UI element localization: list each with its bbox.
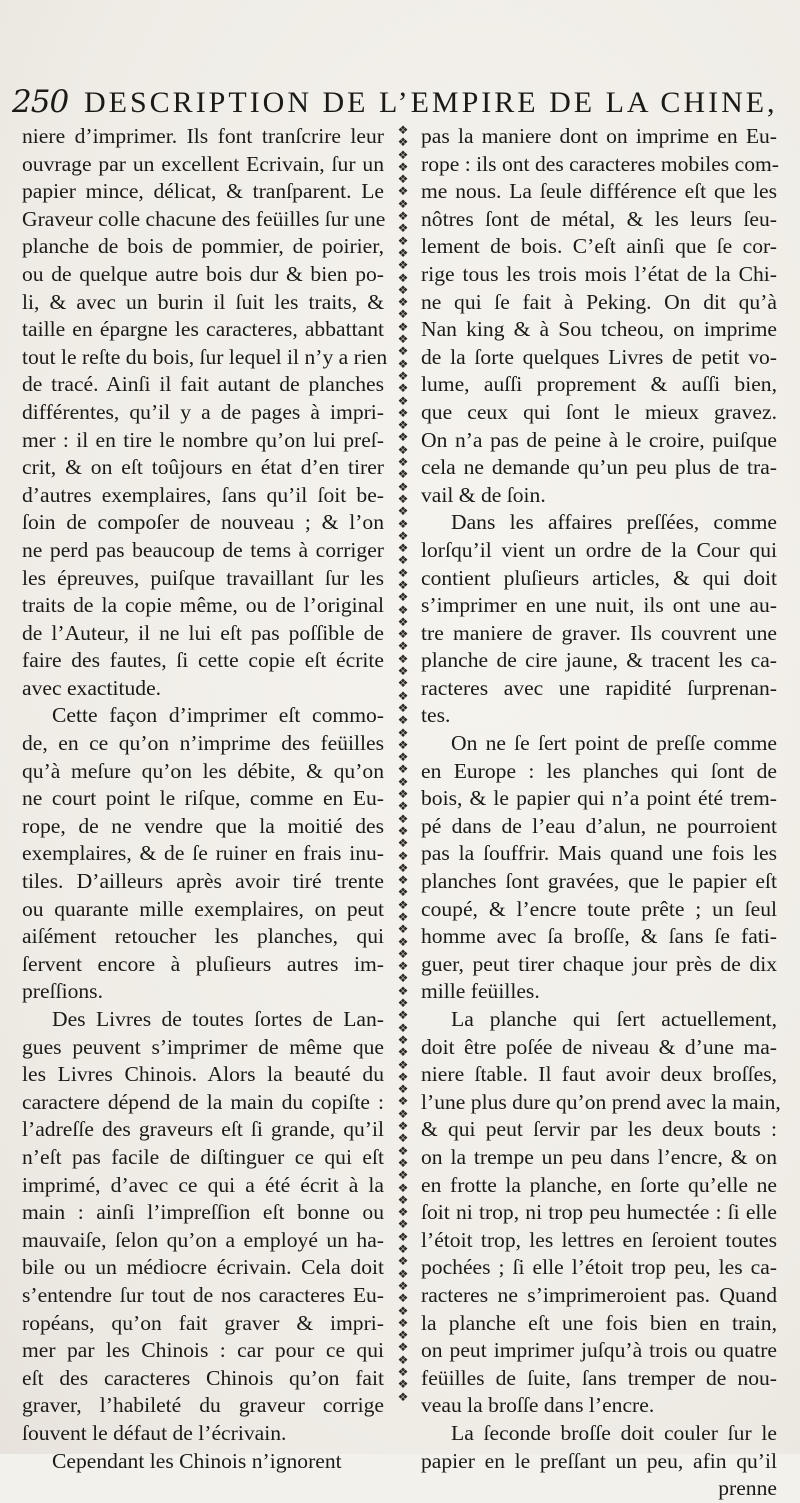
text-line: faire des fautes, ſi cette copie eſt écrite bbox=[22, 648, 384, 673]
text-line: guer, peut tirer chaque jour près de dix bbox=[421, 951, 777, 976]
text-line: pé dans de l’eau d’alun, ne pourroient bbox=[421, 813, 777, 838]
fleuron-ornament-icon: ❖ bbox=[397, 1242, 409, 1257]
fleuron-ornament-icon: ❖ bbox=[397, 737, 409, 752]
fleuron-ornament-icon: ❖ bbox=[397, 627, 409, 642]
fleuron-ornament-icon: ❖ bbox=[397, 221, 409, 236]
text-line: l’une plus dure qu’on prend avec la main, bbox=[421, 1089, 781, 1114]
left-text-column bbox=[22, 123, 388, 1475]
text-line: lorſqu’il vient un ordre de la Cour qui bbox=[421, 537, 777, 562]
text-line: gues peuvent s’imprimer de même que bbox=[22, 1034, 384, 1059]
text-line: aiſément retoucher les planches, qui bbox=[22, 924, 384, 949]
text-line: ne court point le riſque, comme en Eu- bbox=[22, 786, 384, 811]
text-line: lume, auſſi proprement & auſſi bien, bbox=[421, 372, 777, 397]
fleuron-ornament-icon: ❖ bbox=[397, 467, 409, 482]
text-line: li, & avec un burin il ſuit les traits, & bbox=[22, 289, 384, 314]
text-line: ne qui ſe fait à Peking. On dit qu’à bbox=[421, 289, 777, 314]
text-line: pas la ſouffrir. Mais quand une fois les bbox=[421, 841, 777, 866]
fleuron-ornament-icon: ❖ bbox=[397, 1045, 409, 1060]
text-line: planche de bois de pommier, de poirier, bbox=[22, 234, 384, 259]
fleuron-ornament-icon: ❖ bbox=[397, 614, 409, 629]
fleuron-ornament-icon: ❖ bbox=[397, 1094, 409, 1109]
text-line: taille en épargne les caracteres, abbattant bbox=[22, 317, 384, 342]
fleuron-ornament-icon: ❖ bbox=[397, 245, 409, 260]
text-line: pas la maniere dont on imprime en Eu- bbox=[421, 124, 777, 148]
text-line: vail & de ſoin. bbox=[421, 482, 546, 507]
fleuron-ornament-icon: ❖ bbox=[397, 1340, 409, 1355]
page-number: 250 bbox=[12, 84, 69, 120]
fleuron-ornament-icon: ❖ bbox=[397, 639, 409, 654]
fleuron-ornament-icon: ❖ bbox=[397, 1266, 409, 1281]
text-line: eſt des caracteres Chinois qu’on fait bbox=[22, 1365, 384, 1390]
text-line: crit, & on eſt toûjours en état d’en tirer bbox=[22, 455, 384, 480]
fleuron-ornament-icon: ❖ bbox=[397, 344, 409, 359]
fleuron-ornament-icon: ❖ bbox=[397, 1008, 409, 1023]
fleuron-ornament-icon: ❖ bbox=[397, 577, 409, 592]
text-line: l’adreſſe des graveurs eſt ſi grande, qu’il bbox=[22, 1117, 384, 1142]
fleuron-ornament-icon: ❖ bbox=[397, 1020, 409, 1035]
fleuron-ornament-icon: ❖ bbox=[397, 1352, 409, 1367]
text-line: s’entendre ſur tout de nos caracteres Eu- bbox=[22, 1282, 384, 1307]
text-line: exemplaires, & de ſe ruiner en frais inu- bbox=[22, 841, 384, 866]
text-line: main : ainſi l’impreſſion eſt bonne ou bbox=[22, 1200, 384, 1225]
text-line: les Livres Chinois. Alors la beauté du bbox=[22, 1062, 384, 1087]
fleuron-ornament-icon: ❖ bbox=[397, 1303, 409, 1318]
fleuron-ornament-icon: ❖ bbox=[397, 196, 409, 211]
text-line: ſoit ni trop, ni trop peu humectée : ſi elle bbox=[421, 1200, 777, 1225]
fleuron-ornament-icon: ❖ bbox=[397, 1082, 409, 1097]
text-line: homme avec ſa broſſe, & ſans ſe fati- bbox=[421, 924, 777, 949]
text-line: ou de quelque autre bois dur & bien po- bbox=[22, 261, 384, 286]
text-line: bois, & le papier qui n’a point été trem- bbox=[421, 786, 777, 811]
fleuron-ornament-icon: ❖ bbox=[397, 836, 409, 851]
text-line: qu’à meſure qu’on les débite, & qu’on bbox=[22, 758, 384, 783]
fleuron-ornament-icon: ❖ bbox=[397, 1278, 409, 1293]
text-line: planche de cire jaune, & tracent les ca- bbox=[421, 648, 777, 673]
fleuron-ornament-icon: ❖ bbox=[397, 368, 409, 383]
fleuron-ornament-icon: ❖ bbox=[397, 860, 409, 875]
text-line: mer par les Chinois : car pour ce qui bbox=[22, 1338, 384, 1363]
fleuron-ornament-icon: ❖ bbox=[397, 1364, 409, 1379]
text-line: mille feüilles. bbox=[421, 979, 540, 1004]
fleuron-ornament-icon: ❖ bbox=[397, 946, 409, 961]
text-line: La ſeconde broſſe doit couler ſur le bbox=[451, 1420, 777, 1445]
fleuron-ornament-icon: ❖ bbox=[397, 528, 409, 543]
fleuron-ornament-icon: ❖ bbox=[397, 1131, 409, 1146]
fleuron-ornament-icon: ❖ bbox=[397, 1389, 409, 1404]
fleuron-ornament-icon: ❖ bbox=[397, 381, 409, 396]
text-line: s’imprimer en une nuit, ils ont une au- bbox=[421, 593, 777, 618]
fleuron-ornament-icon: ❖ bbox=[397, 319, 409, 334]
fleuron-ornament-icon: ❖ bbox=[397, 713, 409, 728]
fleuron-ornament-icon: ❖ bbox=[397, 442, 409, 457]
text-line: rige tous les trois mois l’état de la Chi- bbox=[421, 261, 777, 286]
fleuron-ornament-icon: ❖ bbox=[397, 393, 409, 408]
text-line: pochées ; ſi elle l’étoit trop peu, les ca- bbox=[421, 1255, 777, 1280]
fleuron-ornament-icon: ❖ bbox=[397, 725, 409, 740]
fleuron-ornament-icon: ❖ bbox=[397, 1143, 409, 1158]
text-line: traits de la copie même, ou de l’original bbox=[22, 593, 384, 618]
text-line: Dans les affaires preſſées, comme bbox=[451, 510, 777, 535]
text-line: avec exactitude. bbox=[22, 675, 162, 700]
text-line: caractere dépend de la main du copiſte : bbox=[22, 1089, 384, 1114]
fleuron-ornament-icon: ❖ bbox=[397, 282, 409, 297]
text-line: racteres ne s’imprimeroient pas. Quand bbox=[421, 1282, 777, 1307]
text-line: tout le reſte du bois, ſur lequel il n’y a rien bbox=[22, 344, 388, 369]
fleuron-ornament-icon: ❖ bbox=[397, 910, 409, 924]
fleuron-ornament-icon: ❖ bbox=[397, 295, 409, 310]
fleuron-ornament-icon: ❖ bbox=[397, 1205, 409, 1220]
text-line: mer : il en tire le nombre qu’on lui preſ- bbox=[22, 427, 384, 452]
fleuron-ornament-icon: ❖ bbox=[397, 1377, 409, 1392]
fleuron-ornament-icon: ❖ bbox=[397, 774, 409, 789]
text-line: mauvaiſe, ſelon qu’on a employé un ha- bbox=[22, 1227, 384, 1252]
fleuron-ornament-icon: ❖ bbox=[397, 504, 409, 519]
text-line: Cependant les Chinois n’ignorent bbox=[52, 1448, 342, 1473]
text-line: nôtres ſont de métal, & les leurs ſeu- bbox=[421, 206, 777, 231]
text-line: Graveur colle chacune des feüilles ſur une bbox=[22, 206, 386, 231]
text-line: l’étoit trop, les lettres en ſeroient toutes bbox=[421, 1227, 777, 1252]
fleuron-ornament-icon: ❖ bbox=[397, 1229, 409, 1244]
text-line: la planche eſt une fois bien en train, bbox=[421, 1310, 777, 1335]
text-line: de l’Auteur, il ne lui eſt pas poſſible de bbox=[22, 620, 384, 645]
text-line: niere ſtable. Il faut avoir deux broſſes, bbox=[421, 1062, 777, 1087]
text-line: ſouvent le défaut de l’écrivain. bbox=[22, 1420, 287, 1445]
fleuron-ornament-icon: ❖ bbox=[397, 762, 409, 777]
fleuron-ornament-icon: ❖ bbox=[397, 590, 409, 605]
text-line: ropéans, qu’on fait graver & impri- bbox=[22, 1310, 384, 1335]
text-line: contient pluſieurs articles, & qui doit bbox=[421, 565, 777, 590]
text-line: d’autres exemplaires, ſans qu’il ſoit be- bbox=[22, 482, 384, 507]
text-line: On n’a pas de peine à le croire, puiſque bbox=[421, 427, 777, 452]
text-line: Des Livres de toutes ſortes de Lan- bbox=[52, 1007, 384, 1031]
text-line: On ne ſe ſert point de preſſe comme bbox=[451, 731, 777, 756]
text-line: rope, de ne vendre que la moitié des bbox=[22, 813, 384, 838]
fleuron-ornament-icon: ❖ bbox=[397, 897, 409, 912]
text-line: ſoin de compoſer de nouveau ; & l’on bbox=[22, 510, 384, 535]
fleuron-ornament-icon: ❖ bbox=[397, 922, 409, 937]
fleuron-ornament-icon: ❖ bbox=[397, 983, 409, 998]
text-line: Cette façon d’imprimer eſt commo- bbox=[52, 703, 384, 728]
fleuron-ornament-icon: ❖ bbox=[397, 934, 409, 949]
text-line: me nous. La ſeule différence eſt que les bbox=[421, 179, 777, 204]
fleuron-ornament-icon: ❖ bbox=[397, 479, 409, 494]
fleuron-ornament-icon: ❖ bbox=[397, 688, 409, 703]
fleuron-ornament-icon: ❖ bbox=[397, 1069, 409, 1084]
text-line: niere d’imprimer. Ils font tranſcrire leur bbox=[22, 124, 384, 148]
fleuron-ornament-icon: ❖ bbox=[397, 848, 409, 863]
text-line: lement de bois. C’eſt ainſi que ſe cor- bbox=[421, 234, 777, 259]
fleuron-ornament-icon: ❖ bbox=[397, 418, 409, 433]
fleuron-ornament-icon: ❖ bbox=[397, 455, 409, 470]
text-line: feüilles de ſuite, ſans tremper de nou- bbox=[421, 1365, 777, 1390]
fleuron-ornament-icon: ❖ bbox=[397, 430, 409, 445]
text-line: on peut imprimer juſqu’à trois ou quatre bbox=[421, 1338, 777, 1363]
text-line: ou quarante mille exemplaires, on peut bbox=[22, 896, 384, 921]
text-line: de tracé. Ainſi il fait autant de planches bbox=[22, 372, 384, 397]
text-line: que ceux qui ſont le mieux gravez. bbox=[421, 399, 777, 424]
right-text-column bbox=[421, 123, 781, 1503]
text-line: & qui peut ſervir par les deux bouts : bbox=[421, 1117, 777, 1142]
fleuron-ornament-icon: ❖ bbox=[397, 184, 409, 199]
text-line: papier mince, délicat, & tranſparent. Le bbox=[22, 179, 384, 204]
fleuron-ornament-icon: ❖ bbox=[397, 258, 409, 273]
fleuron-ornament-icon: ❖ bbox=[397, 996, 409, 1011]
fleuron-ornament-icon: ❖ bbox=[397, 1119, 409, 1134]
text-line: planches ſont gravées, que le papier eſt bbox=[421, 869, 777, 894]
fleuron-ornament-icon: ❖ bbox=[397, 270, 409, 285]
text-line: racteres avec une rapidité ſurprenan- bbox=[421, 675, 777, 700]
fleuron-ornament-icon: ❖ bbox=[397, 1315, 409, 1330]
fleuron-ornament-icon: ❖ bbox=[397, 799, 409, 814]
text-line: tre maniere de graver. Ils couvrent une bbox=[421, 620, 777, 645]
fleuron-ornament-icon: ❖ bbox=[397, 1168, 409, 1183]
text-line: différentes, qu’il y a de pages à impri- bbox=[22, 399, 384, 424]
fleuron-ornament-icon: ❖ bbox=[397, 1328, 409, 1343]
text-line: ne perd pas beaucoup de tems à corriger bbox=[22, 537, 384, 562]
text-line: en Europe : les planches qui ſont de bbox=[421, 758, 777, 783]
fleuron-ornament-icon: ❖ bbox=[397, 1217, 409, 1232]
text-line: graver, l’habileté du graveur corrige bbox=[22, 1393, 384, 1418]
text-line: ouvrage par un excellent Ecrivain, ſur un bbox=[22, 151, 384, 176]
text-line: ſervent encore à pluſieurs autres im- bbox=[22, 951, 384, 976]
text-line: de, en ce qu’on n’imprime des feüilles bbox=[22, 731, 384, 756]
fleuron-ornament-icon: ❖ bbox=[397, 1254, 409, 1269]
text-line: tiles. D’ailleurs après avoir tiré trente bbox=[22, 869, 384, 894]
text-line: on la trempe un peu dans l’encre, & on bbox=[421, 1144, 777, 1169]
catchword: prenne bbox=[718, 1476, 777, 1501]
fleuron-ornament-icon: ❖ bbox=[397, 873, 409, 888]
fleuron-ornament-icon: ❖ bbox=[397, 172, 409, 187]
text-line: les épreuves, puiſque travaillant ſur les bbox=[22, 565, 384, 590]
fleuron-ornament-icon: ❖ bbox=[397, 959, 409, 974]
fleuron-ornament-icon: ❖ bbox=[397, 147, 409, 162]
text-line: n’eſt pas facile de diſtinguer ce qui eſt bbox=[22, 1144, 384, 1169]
fleuron-ornament-icon: ❖ bbox=[397, 664, 409, 679]
fleuron-ornament-icon: ❖ bbox=[397, 676, 409, 691]
fleuron-ornament-icon: ❖ bbox=[397, 159, 409, 174]
fleuron-ornament-icon: ❖ bbox=[397, 1180, 409, 1195]
fleuron-ornament-icon: ❖ bbox=[397, 1291, 409, 1306]
text-line: Nan king & à Sou tcheou, on imprime bbox=[421, 317, 777, 342]
fleuron-ornament-icon: ❖ bbox=[397, 1057, 409, 1072]
fleuron-ornament-icon: ❖ bbox=[397, 124, 409, 137]
fleuron-ornament-icon: ❖ bbox=[397, 1106, 409, 1121]
fleuron-ornament-icon: ❖ bbox=[397, 553, 409, 568]
fleuron-ornament-icon: ❖ bbox=[397, 565, 409, 580]
fleuron-ornament-icon: ❖ bbox=[397, 1032, 409, 1047]
running-title: DESCRIPTION DE L’EMPIRE DE LA CHINE, bbox=[84, 86, 778, 119]
fleuron-ornament-icon: ❖ bbox=[397, 356, 409, 371]
fleuron-ornament-icon: ❖ bbox=[397, 823, 409, 838]
text-line: tes. bbox=[421, 703, 451, 728]
text-line: rope : ils ont des caracteres mobiles com- bbox=[421, 151, 779, 176]
text-line: papier en le preſſant un peu, afin qu’il bbox=[421, 1448, 777, 1473]
text-line: veau la broſſe dans l’encre. bbox=[421, 1393, 655, 1418]
text-line: La planche qui ſert actuellement, bbox=[451, 1007, 777, 1031]
fleuron-ornament-icon: ❖ bbox=[397, 1192, 409, 1207]
text-line: imprimé, d’avec ce qui a été écrit à la bbox=[22, 1172, 384, 1197]
fleuron-ornament-icon: ❖ bbox=[397, 233, 409, 248]
fleuron-ornament-icon: ❖ bbox=[397, 700, 409, 715]
page-header bbox=[12, 84, 782, 124]
fleuron-ornament-icon: ❖ bbox=[397, 405, 409, 420]
text-line: coupé, & l’encre toute prête ; un ſeul bbox=[421, 896, 777, 921]
ornamental-column-divider bbox=[392, 124, 414, 1414]
text-line: preſſions. bbox=[22, 979, 103, 1004]
fleuron-ornament-icon: ❖ bbox=[397, 209, 409, 224]
text-line: doit être poſée de niveau & d’une ma- bbox=[421, 1034, 777, 1059]
fleuron-ornament-icon: ❖ bbox=[397, 787, 409, 802]
text-line: en frotte la planche, en ſorte qu’elle ne bbox=[421, 1172, 777, 1197]
fleuron-ornament-icon: ❖ bbox=[397, 651, 409, 666]
fleuron-ornament-icon: ❖ bbox=[397, 602, 409, 617]
text-line: cela ne demande qu’un peu plus de tra- bbox=[421, 455, 777, 480]
fleuron-ornament-icon: ❖ bbox=[397, 1155, 409, 1170]
fleuron-ornament-icon: ❖ bbox=[397, 491, 409, 506]
fleuron-ornament-icon: ❖ bbox=[397, 307, 409, 322]
fleuron-ornament-icon: ❖ bbox=[397, 750, 409, 765]
fleuron-ornament-icon: ❖ bbox=[397, 541, 409, 556]
fleuron-ornament-icon: ❖ bbox=[397, 135, 409, 150]
fleuron-ornament-icon: ❖ bbox=[397, 332, 409, 347]
fleuron-ornament-icon: ❖ bbox=[397, 885, 409, 900]
fleuron-ornament-icon: ❖ bbox=[397, 516, 409, 531]
fleuron-ornament-icon: ❖ bbox=[397, 811, 409, 826]
fleuron-ornament-icon: ❖ bbox=[397, 971, 409, 986]
text-line: de la ſorte quelques Livres de petit vo- bbox=[421, 344, 777, 369]
text-line: bile ou un médiocre écrivain. Cela doit bbox=[22, 1255, 384, 1280]
